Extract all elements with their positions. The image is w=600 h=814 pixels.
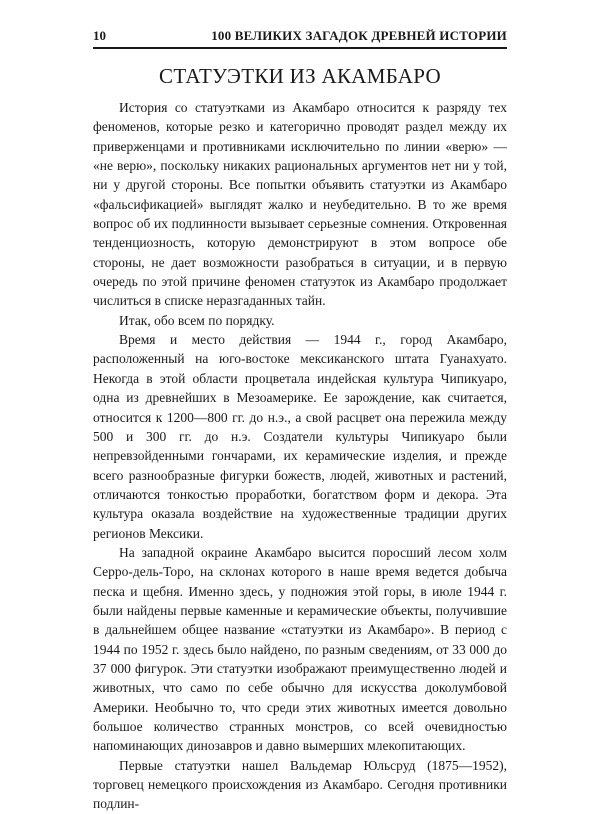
body-text	[93, 98, 507, 814]
paragraph: Первые статуэтки нашел Вальдемар Юльсруд (1875—1952), торговец немецкого происхождения из Акамбаро. Сегодня противники подлин-	[93, 757, 507, 812]
page-number: 10	[93, 28, 106, 43]
running-title: 100 ВЕЛИКИХ ЗАГАДОК ДРЕВНЕЙ ИСТОРИИ	[211, 28, 507, 43]
paragraph: На западной окраине Акамбаро высится поросший лесом холм Серро-дель-Торо, на склонах которого в наше время ведется добыча песка и щебня. Именно здесь, у подножия этой горы, в июле 1944 г. были найдены первые каменные и керамические объекты, получившие в дальнейшем общее название «статуэтки из Акамбаро». В период с 1944 по 1952 г. здесь было найдено, по разным сведениям, от 33 000 до 37 000 фигурок. Эти статуэтки изображают преимущественно людей и животных, что само по себе обычно для искусства доколумбовой Америки. Необычно то, что среди этих животных имеется довольно большое количество странных монстров, со всей очевидностью напоминающих динозавров и давно вымерших млекопитающих.	[93, 544, 507, 754]
running-header	[93, 27, 507, 45]
paragraph: Время и место действия — 1944 г., город Акамбаро, расположенный на юго-востоке мексиканского штата Гуанахуато. Некогда в этой области процветала индейская культура Чипикуаро, одна из древнейших в Мезоамерике. Ее зарождение, как считается, относится к 1200—800 гг. до н.э., а свой расцвет она пережила между 500 и 300 гг. до н.э. Создатели культуры Чипикуаро были непревзойденными гончарами, их керамические изделия, и прежде всего разнообразные фигурки божеств, людей, животных и растений, отличаются тонкостью проработки, богатством форм и декора. Эта культура оказала воздействие на художественные традиции других регионов Мексики.	[93, 332, 507, 541]
chapter-title: СТАТУЭТКИ ИЗ АКАМБАРО	[159, 64, 441, 88]
header-rule	[93, 47, 507, 49]
paragraph: Итак, обо всем по порядку.	[119, 312, 275, 328]
paragraph: История со статуэтками из Акамбаро относится к разряду тех феноменов, которые резко и категорично проводят раздел между их приверженцами и противниками исключительно по линии «верю» — «не верю», поскольку никаких рациональных аргументов нет ни у той, ни у другой стороны. Все попытки объявить статуэтки из Акамбаро «фальсификацией» выглядят жалко и неубедительно. В то же время вопрос об их подлинности вызывает серьезные сомнения. Откровенная тенденциозность, которую демонстрируют в этом вопросе обе стороны, не дает возможности разобраться в ситуации, и в первую очередь по этой причине феномен статуэток из Акамбаро продолжает числиться в списке неразгаданных тайн.	[93, 100, 507, 309]
